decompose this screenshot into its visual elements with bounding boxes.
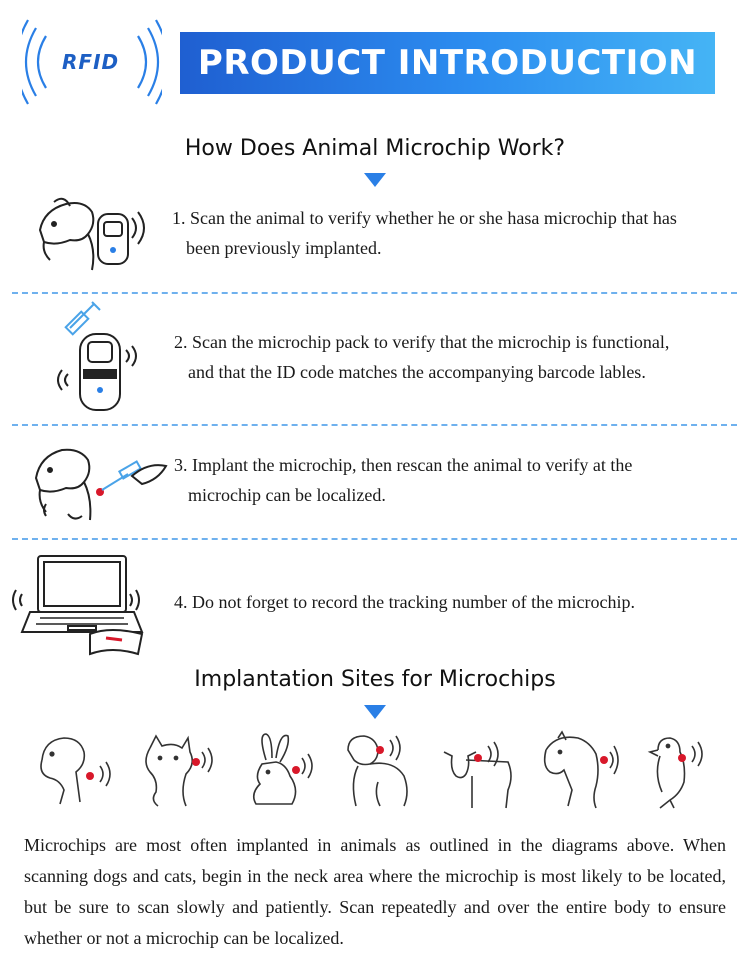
step-1-line2: been previously implanted. <box>186 238 382 258</box>
cat-icon <box>136 730 220 810</box>
down-arrow-icon <box>364 705 386 719</box>
dog-scan-icon <box>30 190 150 280</box>
step-1-line1: 1. Scan the animal to verify whether he or she hasa microchip that has <box>172 208 677 228</box>
step-3-text <box>174 450 734 510</box>
rfid-logo-text: RFID <box>62 50 120 74</box>
header-banner <box>0 0 750 118</box>
dog-icon <box>34 730 118 810</box>
bird-icon <box>640 730 724 810</box>
cow-icon <box>436 730 520 810</box>
section-heading-how: How Does Animal Microchip Work? <box>184 136 566 161</box>
divider <box>12 538 737 540</box>
down-arrow-icon <box>364 173 386 187</box>
step-4-text <box>174 587 734 617</box>
step-2-text <box>174 327 739 387</box>
step-2-line1: 2. Scan the microchip pack to verify that the microchip is functional, <box>174 332 670 352</box>
divider <box>12 292 737 294</box>
step-3-line1: 3. Implant the microchip, then rescan the animal to verify at the <box>174 455 633 475</box>
step-1-text <box>172 203 742 263</box>
step-4-line1: 4. Do not forget to record the tracking number of the microchip. <box>174 592 636 612</box>
syringe-reader-icon <box>52 298 152 420</box>
monkey-icon <box>334 730 418 810</box>
dog-implant-icon <box>28 440 168 530</box>
laptop-record-icon <box>10 550 155 662</box>
step-2-line2: and that the ID code matches the accompanying barcode lables. <box>188 362 646 382</box>
description-paragraph: Microchips are most often implanted in animals as outlined in the diagrams above. When scanning dogs and cats, begin in the neck area where the microchip is most likely to be located, but be sure to scan slowly and patiently. Scan repeatedly and over the entire body to ensure whether or not a microchip can be localized. <box>24 835 726 948</box>
section-heading-implantation: Implantation Sites for Microchips <box>194 667 556 692</box>
title-bar <box>180 32 715 94</box>
page-title: PRODUCT INTRODUCTION <box>197 43 698 83</box>
horse-icon <box>538 730 622 810</box>
step-3-line2: microchip can be localized. <box>188 485 386 505</box>
divider <box>12 424 737 426</box>
rabbit-icon <box>236 730 320 810</box>
